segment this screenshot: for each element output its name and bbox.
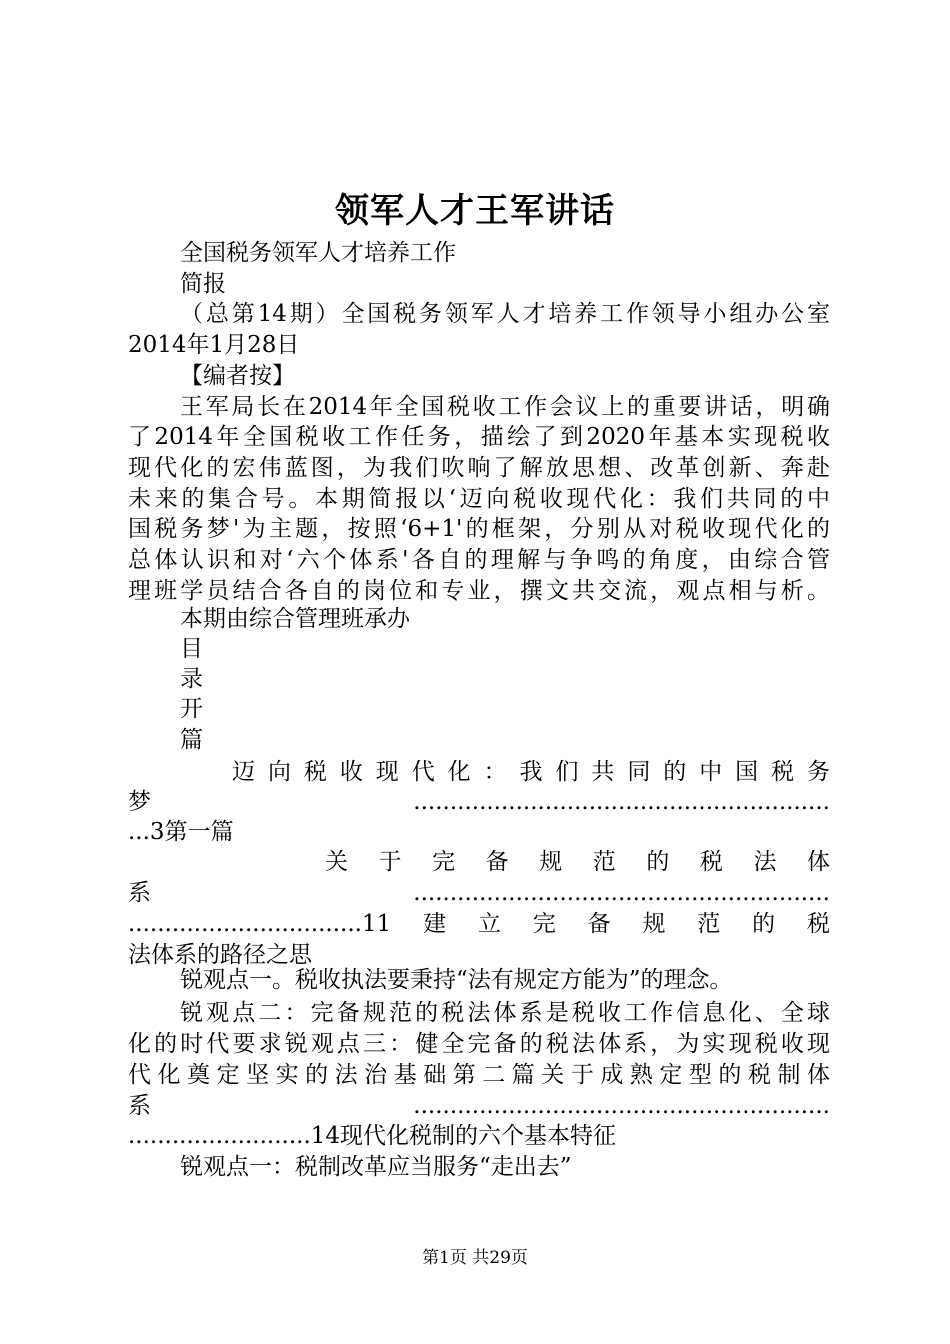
toc-line: 系......................................................... (128, 880, 830, 906)
text-line: 锐观点二：完备规范的税法体系是税收工作信息化、全球 (180, 1000, 830, 1026)
page-footer: 第1页 共29页 (422, 1248, 528, 1268)
text-line: 代化奠定坚实的法治基础第二篇关于成熟定型的税制体 (128, 1062, 830, 1088)
text-line: 锐观点一。税收执法要秉持“法有规定方能为”的理念。 (180, 967, 733, 993)
toc-line: .........................14现代化税制的六个基本特征 (128, 1123, 617, 1149)
text-line: 化的时代要求锐观点三：健全完备的税法体系，为实现税收现 (128, 1031, 830, 1057)
text-line: 全国税务领军人才培养工作 (180, 240, 456, 266)
text-line: 国税务梦'为主题，按照‘6+1'的框架，分别从对税收现代化的 (128, 516, 830, 542)
text-line: 总体认识和对‘六个体系'各自的理解与争鸣的角度，由综合管 (128, 547, 830, 573)
toc-line: 梦......................................................... (128, 789, 830, 815)
text-line: 目 (180, 636, 203, 662)
text-line: 开 (180, 696, 203, 722)
text-line: 2014年1月28日 (128, 332, 300, 358)
text-line: 王军局长在2014年全国税收工作会议上的重要讲话，明确 (180, 394, 830, 420)
text-line: 简报 (180, 271, 226, 297)
text-line: 现代化的宏伟蓝图，为我们吹响了解放思想、改革创新、奔赴 (128, 455, 830, 481)
text-line: （总第14期）全国税务领军人才培养工作领导小组办公室 (180, 301, 830, 327)
text-line: 本期由综合管理班承办 (180, 606, 410, 632)
text-line: 录 (180, 666, 203, 692)
toc-line: 迈向税收现代化：我们共同的中国税务 (232, 759, 830, 785)
text-line: 锐观点一：税制改革应当服务“走出去” (180, 1154, 572, 1180)
toc-line: 法体系的路径之思 (128, 942, 312, 968)
text-line: 理班学员结合各自的岗位和专业，撰文共交流，观点相与析。 (128, 578, 830, 604)
document-title: 领军人才王军讲话 (335, 191, 615, 231)
text-line: 【编者按】 (180, 363, 295, 389)
toc-line: ................................11建立完备规范的税 (128, 911, 830, 937)
toc-line: 关于完备规范的税法体 (325, 849, 830, 875)
toc-line: ...3第一篇 (128, 819, 234, 845)
text-line: 篇 (180, 727, 203, 753)
toc-line: 系......................................................... (128, 1093, 830, 1119)
text-line: 未来的集合号。本期简报以‘迈向税收现代化：我们共同的中 (128, 486, 830, 512)
text-line: 了2014年全国税收工作任务，描绘了到2020年基本实现税收 (128, 424, 830, 450)
